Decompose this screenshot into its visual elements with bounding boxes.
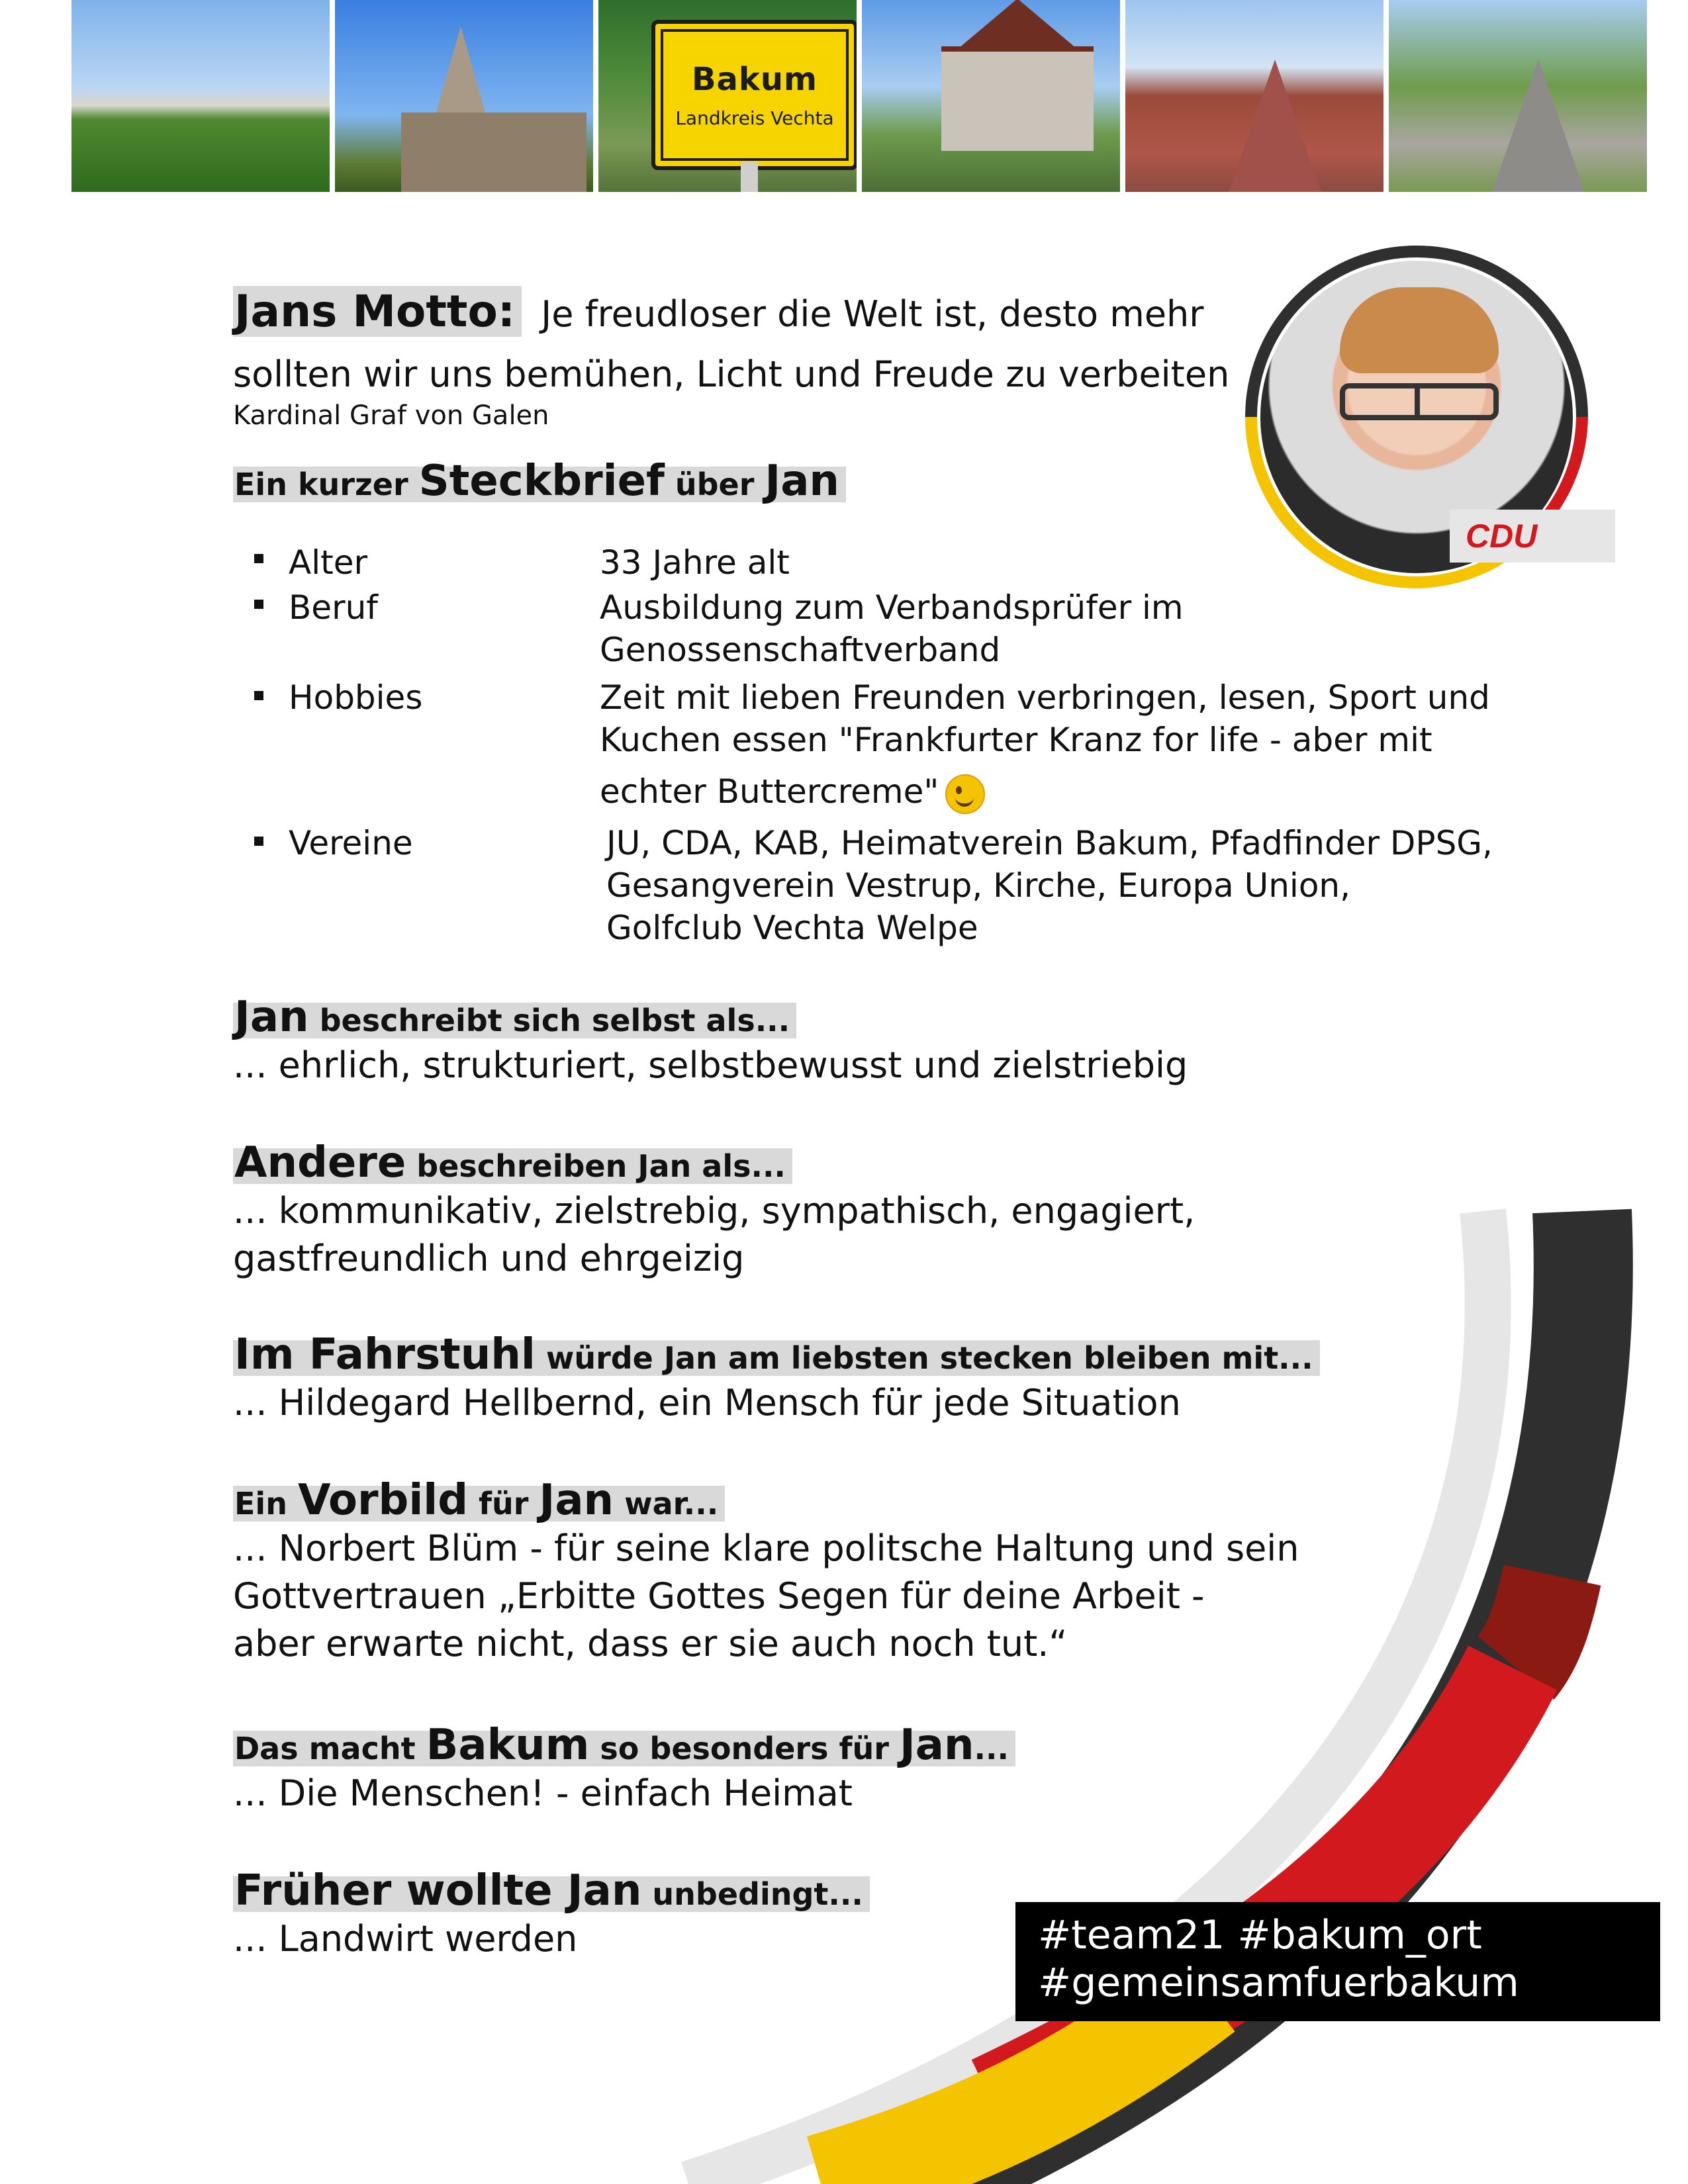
town-sign xyxy=(651,20,857,170)
profile-heading-pre: Ein kurzer xyxy=(234,467,419,502)
hashtag-box xyxy=(1015,1902,1660,2021)
profile-key-vereine: Vereine xyxy=(289,824,413,862)
idol-heading-name: Jan xyxy=(539,1476,614,1525)
profile-value-hobbies-1: Zeit mit lieben Freunden verbringen, lesen, Sport und xyxy=(600,678,1490,717)
profile-value-hobbies-3 xyxy=(600,770,985,814)
photo-brick-street xyxy=(1125,0,1383,192)
hashtag-line-2: #gemeinsamfuerbakum xyxy=(1038,1960,1519,2006)
farmhouse-shape xyxy=(941,46,1094,151)
idol-heading-pre: Ein xyxy=(234,1486,298,1522)
portrait-hair xyxy=(1340,287,1499,373)
idol-section xyxy=(233,1476,1299,1668)
profile-value-vereine-2: Gesangverein Vestrup, Kirche, Europa Union, xyxy=(606,866,1350,905)
elevator-heading xyxy=(233,1330,1320,1379)
bakum-heading xyxy=(233,1721,1015,1770)
profile-value-alter: 33 Jahre alt xyxy=(600,543,790,582)
elevator-heading-rest: würde Jan am liebsten stecken bleiben mit... xyxy=(535,1340,1313,1376)
bullet-icon xyxy=(254,837,263,846)
photo-farmhouse xyxy=(862,0,1120,192)
self-text: ... ehrlich, strukturiert, selbstbewusst und zielstriebig xyxy=(233,1044,1188,1086)
others-heading-big: Andere xyxy=(234,1138,406,1187)
self-section xyxy=(233,993,1188,1089)
profile-heading-mid: über xyxy=(664,467,765,502)
profile-value-beruf-2: Genossenschaftverband xyxy=(600,631,1001,669)
earlier-text: ... Landwirt werden xyxy=(233,1918,578,1960)
self-heading-big: Jan xyxy=(234,993,309,1042)
bakum-heading-mid: so besonders für xyxy=(589,1731,900,1766)
motto-line-1: Je freudloser die Welt ist, desto mehr xyxy=(541,293,1204,335)
bullet-icon xyxy=(254,600,263,609)
earlier-section xyxy=(233,1866,870,1963)
bakum-heading-pre: Das macht xyxy=(234,1731,426,1766)
bakum-heading-post: ... xyxy=(974,1731,1009,1766)
profile-key-beruf: Beruf xyxy=(289,588,378,627)
idol-line-2: Gottvertrauen „Erbitte Gottes Segen für deine Arbeit - xyxy=(233,1575,1205,1617)
profile-heading-name: Jan xyxy=(765,457,839,506)
bullet-icon xyxy=(254,691,263,700)
town-sign-title: Bakum xyxy=(691,61,818,98)
idol-heading-mid: für xyxy=(468,1486,539,1522)
idol-heading-big: Vorbild xyxy=(297,1476,469,1525)
earlier-heading-rest: unbedingt... xyxy=(641,1876,863,1912)
church-body-shape xyxy=(401,113,586,192)
profile-value-beruf-1: Ausbildung zum Verbandsprüfer im xyxy=(600,588,1184,627)
earlier-heading xyxy=(233,1866,870,1915)
profile-value-vereine-1: JU, CDA, KAB, Heimatverein Bakum, Pfadfinder DPSG, xyxy=(606,824,1493,862)
self-heading xyxy=(233,993,796,1042)
profile-key-hobbies: Hobbies xyxy=(289,678,423,717)
idol-heading xyxy=(233,1476,725,1525)
idol-line-1: ... Norbert Blüm - für seine klare politsche Haltung und sein xyxy=(233,1527,1299,1569)
portrait-glasses xyxy=(1340,383,1499,420)
brick-road-shape xyxy=(1229,60,1321,192)
town-sign-subtitle: Landkreis Vechta xyxy=(675,107,834,129)
cdu-logo: CDU xyxy=(1450,510,1615,563)
country-road-shape xyxy=(1492,60,1585,192)
arc-dark-red xyxy=(1516,1575,1552,1668)
bakum-section xyxy=(233,1721,1015,1817)
elevator-text: ... Hildegard Hellbernd, ein Mensch für jede Situation xyxy=(233,1382,1181,1424)
winking-face-icon xyxy=(945,774,985,814)
others-line-2: gastfreundlich und ehrgeizig xyxy=(233,1238,745,1279)
bakum-heading-big: Bakum xyxy=(426,1721,590,1770)
profile-value-hobbies-3-text: echter Buttercreme" xyxy=(600,772,939,811)
idol-line-3: aber erwarte nicht, dass er sie auch noch tut.“ xyxy=(233,1623,1068,1664)
others-section xyxy=(233,1138,1195,1283)
bakum-heading-name: Jan xyxy=(899,1721,974,1770)
idol-heading-post: war... xyxy=(614,1486,719,1522)
others-line-1: ... kommunikativ, zielstrebig, sympathisch, engagiert, xyxy=(233,1190,1196,1232)
elevator-section xyxy=(233,1330,1320,1427)
profile-value-vereine-3: Golfclub Vechta Welpe xyxy=(606,909,978,947)
arc-red xyxy=(993,1668,1513,2105)
earlier-heading-big: Früher wollte Jan xyxy=(234,1866,642,1915)
photo-strip xyxy=(71,0,1647,192)
motto-source: Kardinal Graf von Galen xyxy=(233,400,549,431)
church-tower-shape xyxy=(434,26,487,119)
motto-section xyxy=(233,286,1229,431)
profile-heading xyxy=(233,457,846,506)
motto-label: Jans Motto: xyxy=(233,286,522,337)
hashtag-line-1: #team21 #bakum_ort xyxy=(1038,1912,1482,1958)
bullet-icon xyxy=(254,554,263,563)
self-heading-rest: beschreibt sich selbst als... xyxy=(308,1003,790,1038)
profile-value-hobbies-2: Kuchen essen "Frankfurter Kranz for life - aber mit xyxy=(600,721,1432,759)
others-heading xyxy=(233,1138,792,1187)
bakum-text: ... Die Menschen! - einfach Heimat xyxy=(233,1772,853,1814)
profile-heading-highlight xyxy=(233,457,846,506)
elevator-heading-big: Im Fahrstuhl xyxy=(234,1330,536,1379)
photo-church xyxy=(335,0,593,192)
sign-post xyxy=(741,162,758,192)
others-heading-rest: beschreiben Jan als... xyxy=(406,1148,786,1184)
photo-country-road xyxy=(1389,0,1647,192)
profile-heading-big: Steckbrief xyxy=(418,457,665,506)
photo-town-sign xyxy=(598,0,857,192)
profile-key-alter: Alter xyxy=(289,543,368,582)
photo-fields xyxy=(71,0,330,192)
motto-line-2: sollten wir uns bemühen, Licht und Freude zu verbeiten xyxy=(233,353,1230,395)
